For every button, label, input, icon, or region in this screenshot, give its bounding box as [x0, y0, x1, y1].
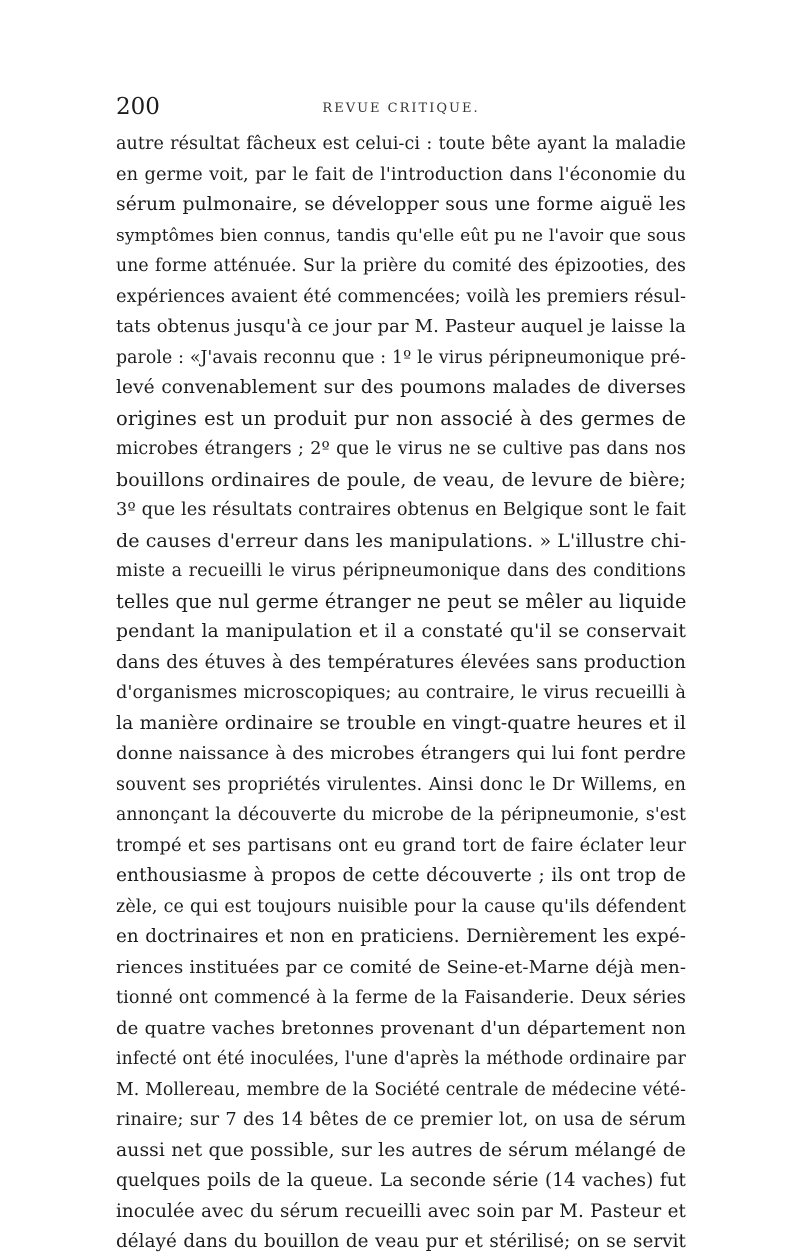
text-line: tionné ont commencé à la ferme de la Faisanderie. Deux séries [116, 988, 686, 1008]
text-line: 3º que les résultats contraires obtenus en Belgique sont le fait [116, 500, 686, 520]
text-line: enthousiasme à propos de cette découverte ; ils ont trop de [116, 865, 686, 886]
text-line: souvent ses propriétés virulentes. Ainsi donc le Dr Willems, en [116, 774, 686, 795]
text-line: autre résultat fâcheux est celui-ci : toute bête ayant la maladie [116, 134, 686, 154]
text-line: levé convenablement sur des poumons malades de diverses [116, 377, 686, 398]
text-line: rinaire; sur 7 des 14 bêtes de ce premier lot, on usa de sérum [116, 1110, 686, 1130]
text-line: trompé et ses partisans ont eu grand tort de faire éclater leur [116, 835, 686, 856]
running-head: REVUE CRITIQUE. [322, 101, 480, 116]
text-line: parole : «J'avais reconnu que : 1º le virus péripneumonique pré- [116, 347, 686, 368]
text-line: expériences avaient été commencées; voilà les premiers résul- [116, 286, 687, 307]
text-line: origines est un produit pur non associé à des germes de [116, 406, 686, 430]
text-line: de causes d'erreur dans les manipulations. » L'illustre chi- [116, 529, 687, 552]
text-line: annonçant la découverte du microbe de la péripneumonie, s'est [116, 805, 686, 825]
text-line: symptômes bien connus, tandis qu'elle eût pu ne l'avoir que sous [116, 225, 686, 246]
text-line: de quatre vaches bretonnes provenant d'un département non [116, 1017, 686, 1039]
text-line: aussi net que possible, sur les autres de sérum mélangé de [116, 1139, 686, 1161]
text-line: quelques poils de la queue. La seconde série (14 vaches) fut [116, 1170, 686, 1191]
text-line: une forme atténuée. Sur la prière du comité des épizooties, des [116, 256, 686, 276]
text-line: zèle, ce qui est toujours nuisible pour la cause qu'ils défendent [116, 896, 686, 917]
text-line: M. Mollereau, membre de la Société centrale de médecine vété- [116, 1079, 686, 1100]
text-line: donne naissance à des microbes étrangers qui lui font perdre [116, 743, 686, 764]
text-line: tats obtenus jusqu'à ce jour par M. Pasteur auquel je laisse la [116, 316, 686, 337]
text-line: la manière ordinaire se trouble en vingt-quatre heures et il [116, 712, 686, 734]
text-line: riences instituées par ce comité de Seine-et-Marne déjà men- [116, 956, 686, 978]
text-line: miste a recueilli le virus péripneumonique dans des conditions [116, 561, 686, 581]
text-line: infecté ont été inoculées, l'une d'après la méthode ordinaire par [116, 1049, 686, 1069]
text-line: d'organismes microscopiques; au contraire, le virus recueilli à [116, 683, 686, 703]
text-line: délayé dans du bouillon de veau pur et stérilisé; on se servit [116, 1231, 686, 1252]
text-line: en doctrinaires et non en praticiens. Dernièrement les expé- [116, 926, 686, 947]
text-line: telles que nul germe étranger ne peut se mêler au liquide [116, 589, 687, 613]
page-header [116, 94, 686, 126]
text-line: sérum pulmonaire, se développer sous une forme aiguë les [116, 194, 686, 215]
text-line: microbes étrangers ; 2º que le virus ne se cultive pas dans nos [116, 439, 686, 459]
text-line: en germe voit, par le fait de l'introduction dans l'économie du [116, 164, 686, 185]
page-number: 200 [116, 94, 160, 120]
text-line: inoculée avec du sérum recueilli avec soin par M. Pasteur et [116, 1200, 686, 1222]
text-line: bouillons ordinaires de poule, de veau, de levure de bière; [116, 468, 686, 491]
text-line: pendant la manipulation et il a constaté qu'il se conservait [116, 621, 686, 642]
text-line: dans des étuves à des températures élevées sans production [116, 651, 686, 673]
body-text [116, 129, 686, 1258]
